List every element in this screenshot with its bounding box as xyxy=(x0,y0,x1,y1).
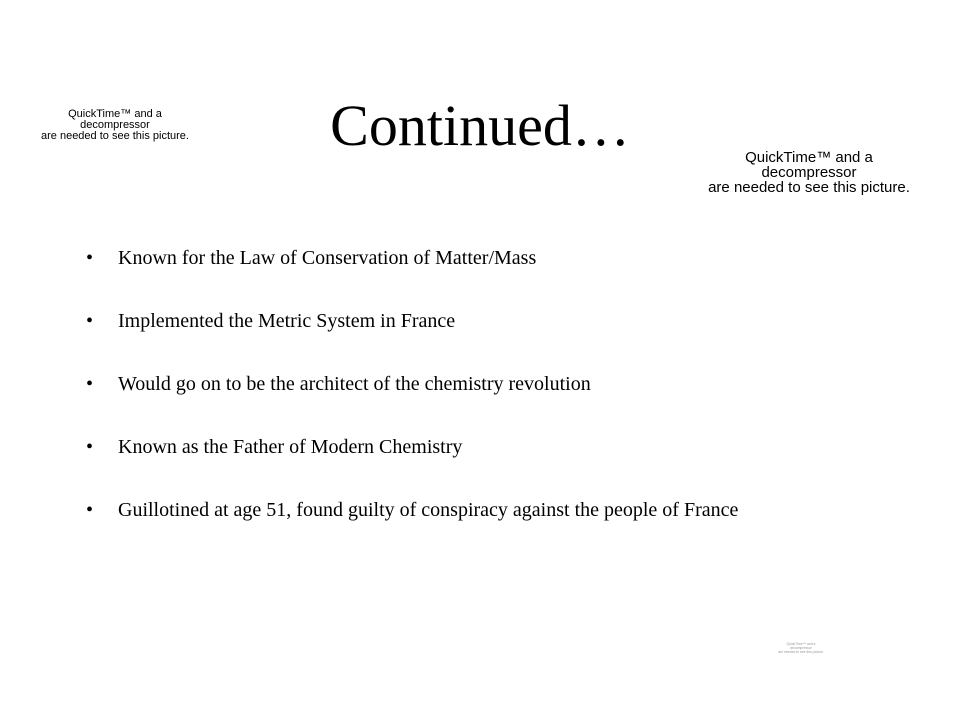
bullet-item xyxy=(86,372,591,396)
bullet-text: Guillotined at age 51, found guilty of conspiracy against the people of France xyxy=(118,499,739,521)
placeholder-line: decompressor xyxy=(761,164,857,181)
bullet-text: Would go on to be the architect of the chemistry revolution xyxy=(118,373,591,395)
placeholder-line: are needed to see this picture. xyxy=(778,650,824,654)
bullet-item xyxy=(86,498,738,522)
placeholder-line: QuickTime™ and a xyxy=(786,642,816,646)
slide-title: Continued… xyxy=(330,93,630,158)
placeholder-line: QuickTime™ and a xyxy=(68,108,162,120)
bullet-icon: • xyxy=(86,247,94,269)
bullet-item xyxy=(86,246,536,270)
bullet-icon: • xyxy=(86,373,94,395)
bullet-text: Implemented the Metric System in France xyxy=(118,310,456,332)
bullet-item xyxy=(86,435,462,459)
placeholder-line: QuickTime™ and a xyxy=(745,149,873,166)
bullet-icon: • xyxy=(86,436,94,458)
quicktime-placeholder-right xyxy=(700,150,918,195)
bullet-icon: • xyxy=(86,499,94,521)
bullet-text: Known as the Father of Modern Chemistry xyxy=(118,436,463,458)
placeholder-line: decompressor xyxy=(80,119,150,131)
placeholder-line: are needed to see this picture. xyxy=(41,130,189,142)
bullet-icon: • xyxy=(86,310,94,332)
quicktime-placeholder-bottom xyxy=(756,642,846,654)
placeholder-line: are needed to see this picture. xyxy=(708,179,910,196)
bullet-text: Known for the Law of Conservation of Matter/Mass xyxy=(118,247,537,269)
placeholder-line: decompressor xyxy=(790,646,812,650)
bullet-item xyxy=(86,309,455,333)
